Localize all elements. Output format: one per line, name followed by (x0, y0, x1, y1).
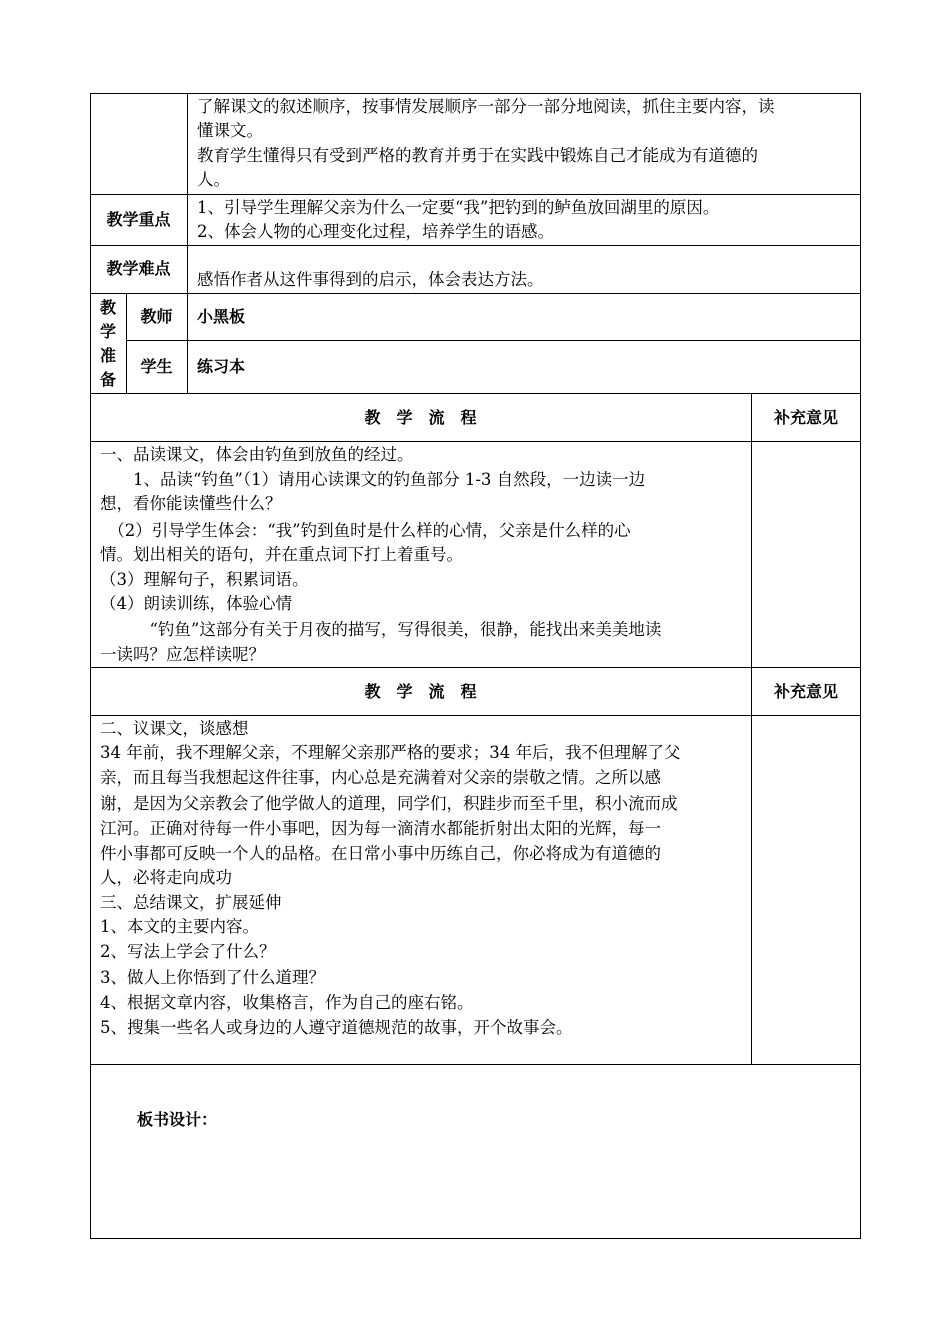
row-divider (90, 393, 861, 394)
flow-header-notes: 补充意见 (773, 408, 838, 427)
row-divider (126, 340, 861, 341)
preparation-label-char: 准 (99, 346, 116, 365)
student-value: 练习本 (197, 357, 246, 376)
preparation-label-char: 备 (99, 370, 116, 389)
section-2-line: 34 年前，我不理解父亲，不理解父亲那严格的要求；34 年后，我不但理解了父 (100, 743, 681, 762)
flow-header-title: 教 学 流 程 (364, 408, 477, 427)
section-1-line: 1、品读“钓鱼”（1）请用心读课文的钓鱼部分 1-3 自然段，一边读一边 (100, 470, 646, 489)
section-2-line: 件小事都可反映一个人的品格。在日常小事中历练自己，你必将成为有道德的 (100, 844, 661, 863)
section-1-line: 一、品读课文，体会由钓鱼到放鱼的经过。 (100, 445, 414, 464)
objectives-line: 懂课文。 (197, 121, 263, 140)
objectives-line: 教育学生懂得只有受到严格的教育并勇于在实践中锻炼自己才能成为有道德的 (197, 146, 758, 165)
section-2-line: 人，必将走向成功 (100, 868, 232, 887)
section-2-line: 3、做人上你悟到了什么道理？ (100, 968, 325, 987)
objectives-line: 了解课文的叙述顺序，按事情发展顺序一部分一部分地阅读，抓住主要内容，读 (197, 97, 775, 116)
row-divider (90, 441, 861, 442)
section-1-line: 想，看你能读懂些什么？ (100, 494, 282, 513)
section-2-line: 亲，而且每当我想起这件往事，内心总是充满着对父亲的崇敬之情。之所以感 (100, 768, 661, 787)
row-divider (90, 194, 861, 195)
preparation-label-char: 教 (99, 298, 116, 317)
board-design-label: 板书设计： (137, 1110, 218, 1129)
teacher-value: 小黑板 (197, 307, 246, 326)
section-2-line: 谢，是因为父亲教会了他学做人的道理，同学们，积跬步而至千里，积小流而成 (100, 794, 678, 813)
section-1-line: （3）理解句子，积累词语。 (100, 570, 309, 589)
section-1-line: 情。划出相关的语句，并在重点词下打上着重号。 (100, 545, 463, 564)
key-points-line: 2、体会人物的心理变化过程，培养学生的语感。 (197, 222, 554, 241)
objectives-line: 人。 (197, 170, 230, 189)
section-2-line: 2、写法上学会了什么？ (100, 942, 276, 961)
difficulty-text: 感悟作者从这件事得到的启示，体会表达方法。 (197, 270, 544, 289)
row-divider (90, 293, 861, 294)
section-2-line: 4、根据文章内容，收集格言，作为自己的座右铭。 (100, 993, 474, 1012)
column-divider (187, 93, 188, 393)
flow-header-notes: 补充意见 (773, 682, 838, 701)
section-2-line: 三、总结课文，扩展延伸 (100, 893, 282, 912)
section-1-line: （2）引导学生体会：“我”钓到鱼时是什么样的心情，父亲是什么样的心 (100, 521, 631, 540)
difficulty-label: 教学难点 (106, 259, 171, 278)
section-2-line: 江河。正确对待每一件小事吧，因为每一滴清水都能折射出太阳的光辉，每一 (100, 819, 661, 838)
section-2-line: 5、搜集一些名人或身边的人遵守道德规范的故事，开个故事会。 (100, 1018, 573, 1037)
section-1-line: 一读吗？应怎样读呢？ (100, 645, 265, 664)
key-points-line: 1、引导学生理解父亲为什么一定要“我”把钓到的鲈鱼放回湖里的原因。 (197, 198, 720, 217)
row-divider (90, 715, 861, 716)
section-1-line: （4）朗读训练，体验心情 (100, 594, 292, 613)
row-divider (90, 1064, 861, 1065)
preparation-label-char: 学 (99, 322, 116, 341)
student-label: 学生 (140, 357, 173, 376)
column-divider (751, 393, 752, 1064)
section-2-line: 1、本文的主要内容。 (100, 917, 259, 936)
section-2-line: 二、议课文，谈感想 (100, 719, 249, 738)
teacher-label: 教师 (140, 307, 173, 326)
flow-header-title: 教 学 流 程 (364, 682, 477, 701)
key-points-label: 教学重点 (106, 210, 171, 229)
row-divider (90, 245, 861, 246)
section-1-line: “钓鱼”这部分有关于月夜的描写，写得很美，很静，能找出来美美地读 (100, 620, 662, 639)
